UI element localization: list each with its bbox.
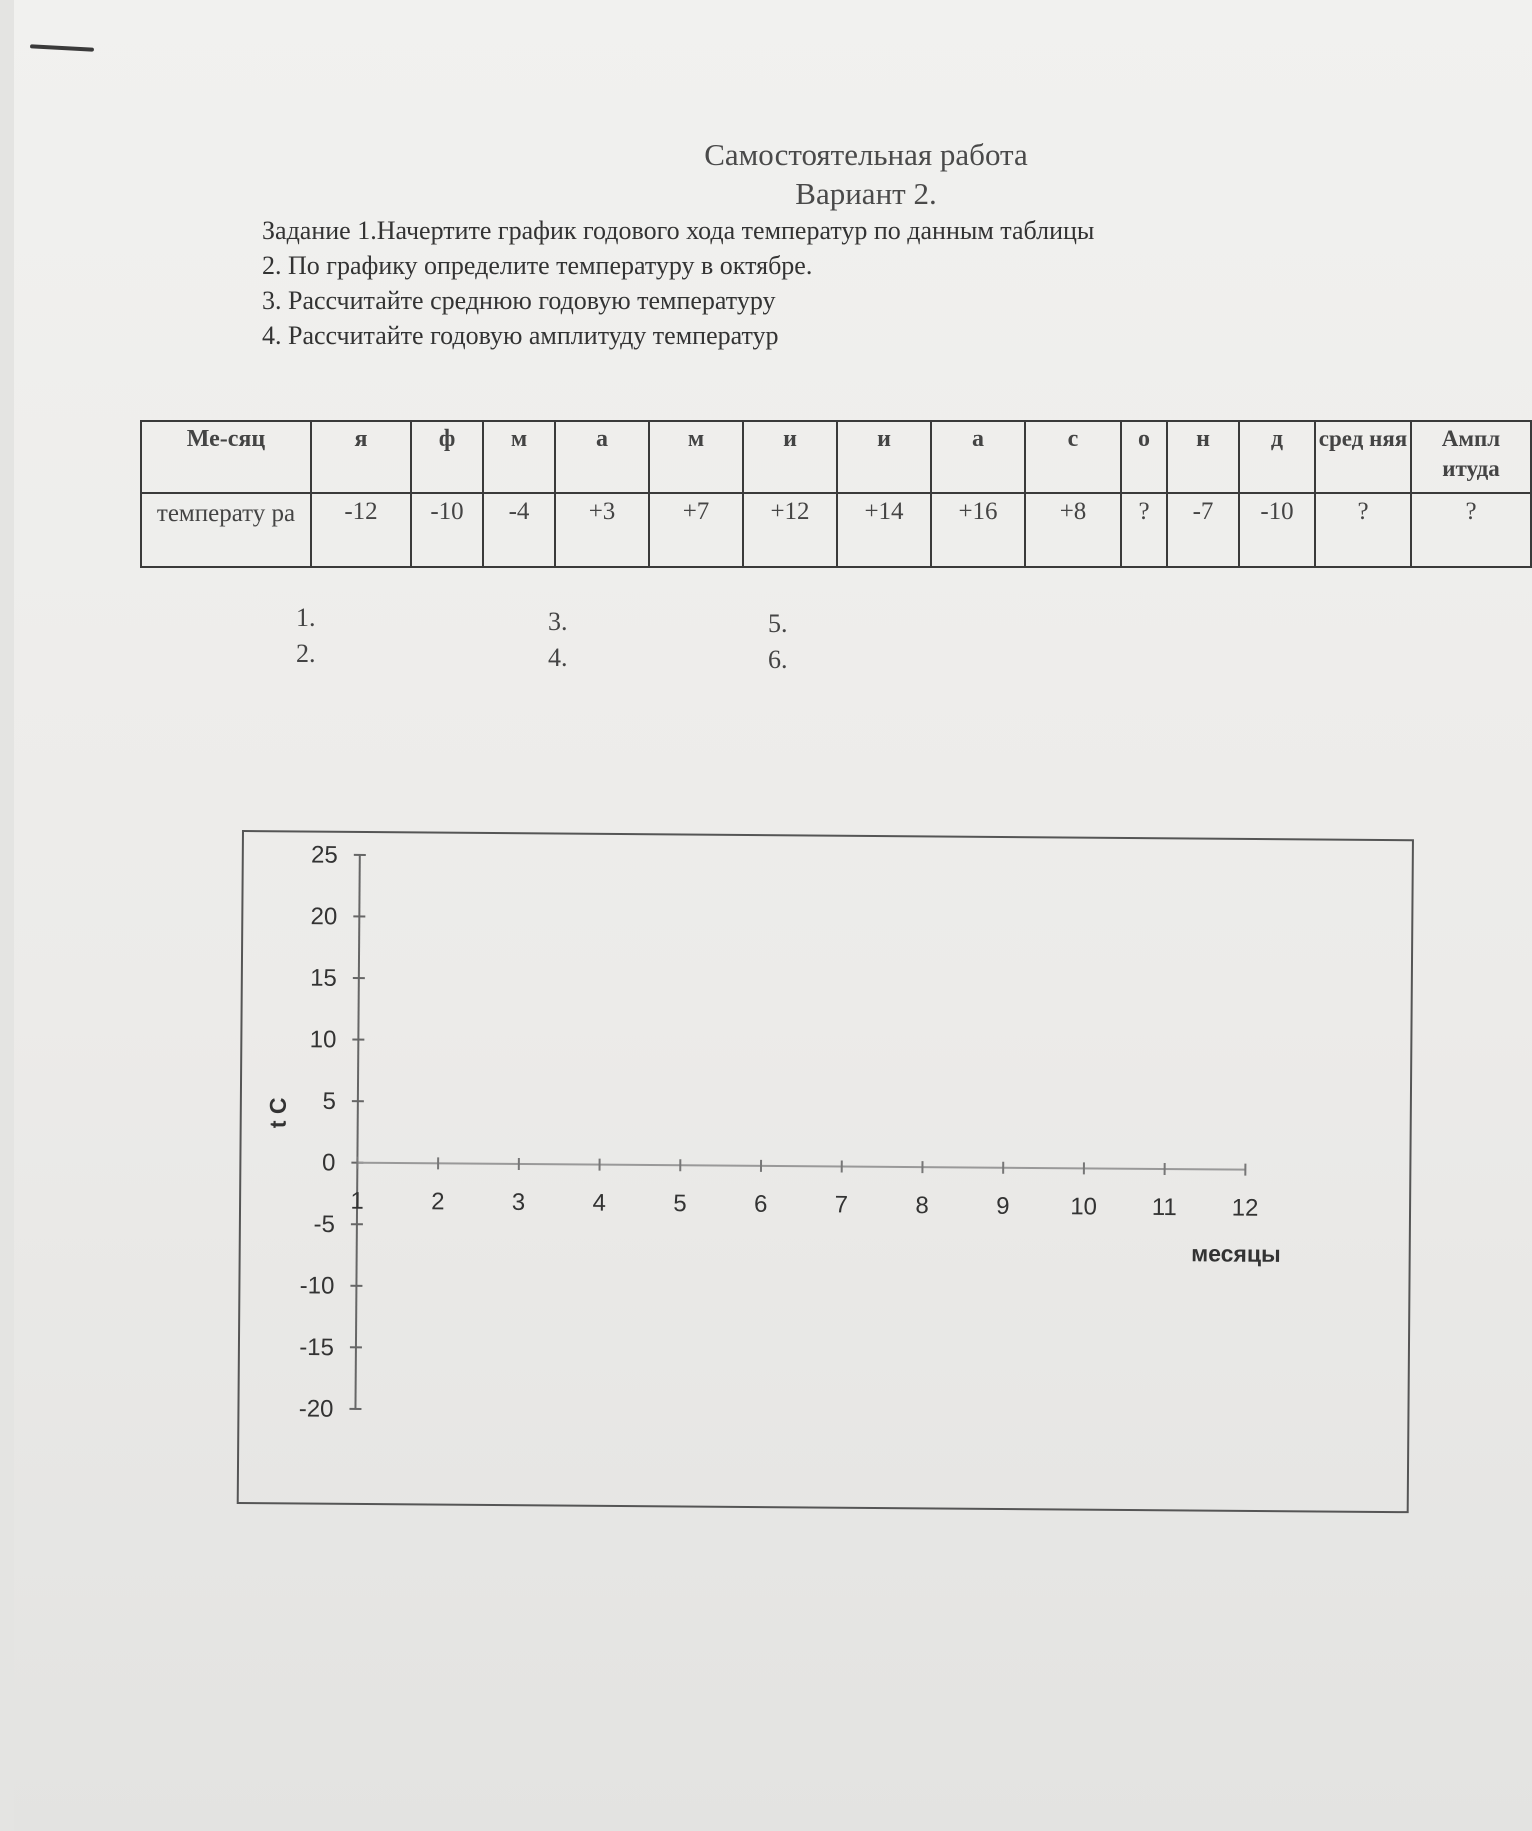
y-tick-label: 15 bbox=[310, 964, 337, 992]
y-tick-label: -20 bbox=[298, 1395, 334, 1423]
task-item: 4. Рассчитайте годовую амплитуду температур bbox=[262, 321, 779, 350]
task-item: 2. По графику определите температуру в октябре. bbox=[262, 251, 813, 280]
month-cell: а bbox=[931, 421, 1025, 493]
month-cell: с bbox=[1025, 421, 1121, 493]
answer-column-2 bbox=[548, 604, 568, 676]
temperature-cell: +3 bbox=[555, 493, 649, 567]
answer-number: 6. bbox=[768, 645, 788, 674]
temperature-cell: +7 bbox=[649, 493, 743, 567]
temperature-cell: ? bbox=[1121, 493, 1167, 567]
temperature-cell: -10 bbox=[1239, 493, 1315, 567]
month-cell: д bbox=[1239, 421, 1315, 493]
month-cell: и bbox=[837, 421, 931, 493]
x-tick-label: 4 bbox=[592, 1189, 607, 1217]
x-tick-label: 3 bbox=[511, 1188, 526, 1217]
table-row bbox=[141, 493, 1531, 567]
month-cell: а bbox=[555, 421, 649, 493]
y-tick-label: 10 bbox=[309, 1026, 337, 1054]
answer-number: 3. bbox=[548, 607, 568, 636]
y-tick-label: 5 bbox=[322, 1087, 336, 1115]
y-tick-label: 0 bbox=[321, 1149, 336, 1177]
y-tick-label: 20 bbox=[310, 903, 338, 931]
average-value-cell: ? bbox=[1315, 493, 1411, 567]
x-axis bbox=[350, 1157, 1258, 1222]
chart-frame bbox=[237, 830, 1414, 1513]
month-cell: я bbox=[311, 421, 411, 493]
temperature-cell: +8 bbox=[1025, 493, 1121, 567]
y-tick-label: 25 bbox=[310, 841, 338, 869]
month-row-header: Ме-сяц bbox=[141, 421, 311, 493]
month-cell: н bbox=[1167, 421, 1239, 493]
x-tick-label: 12 bbox=[1231, 1194, 1259, 1222]
y-tick-label: -10 bbox=[299, 1272, 335, 1300]
x-tick-label: 8 bbox=[915, 1192, 929, 1220]
answer-number: 5. bbox=[768, 609, 788, 638]
x-tick-label: 6 bbox=[753, 1190, 768, 1218]
x-tick-label: 9 bbox=[996, 1192, 1010, 1220]
task-item: Задание 1.Начертите график годового хода температур по данным таблицы bbox=[262, 216, 1095, 245]
y-axis-line bbox=[355, 855, 359, 1409]
x-tick-label: 1 bbox=[350, 1187, 364, 1215]
x-tick-label: 11 bbox=[1151, 1193, 1177, 1222]
temperature-cell: +16 bbox=[931, 493, 1025, 567]
y-axis bbox=[299, 841, 366, 1422]
temperature-table bbox=[140, 420, 1532, 568]
x-tick-label: 10 bbox=[1070, 1193, 1098, 1221]
task-item: 3. Рассчитайте среднюю годовую температуру bbox=[262, 286, 776, 315]
month-cell: ф bbox=[411, 421, 483, 493]
page-title: Самостоятельная работа bbox=[704, 137, 1028, 172]
temperature-cell: +14 bbox=[837, 493, 931, 567]
answer-number: 1. bbox=[296, 603, 316, 632]
answer-number: 4. bbox=[548, 643, 568, 672]
temperature-cell: -4 bbox=[483, 493, 555, 567]
temperature-chart bbox=[239, 832, 1412, 1511]
x-axis-title: месяцы bbox=[1191, 1240, 1281, 1267]
x-tick-label: 2 bbox=[431, 1188, 445, 1216]
month-cell: и bbox=[743, 421, 837, 493]
x-tick-label: 5 bbox=[673, 1190, 687, 1218]
answer-number: 2. bbox=[296, 639, 316, 668]
y-axis-title: t C bbox=[264, 1097, 291, 1129]
x-tick-label: 7 bbox=[834, 1191, 849, 1219]
amplitude-value-cell: ? bbox=[1411, 493, 1531, 567]
y-tick-label: -5 bbox=[313, 1210, 336, 1239]
month-cell: о bbox=[1121, 421, 1167, 493]
average-header: сред няя bbox=[1315, 421, 1411, 493]
month-cell: м bbox=[649, 421, 743, 493]
answer-column-3 bbox=[768, 606, 788, 678]
temperature-cell: -10 bbox=[411, 493, 483, 567]
task-list bbox=[262, 213, 1094, 353]
amplitude-header: Ампл итуда bbox=[1411, 421, 1531, 493]
temperature-cell: -7 bbox=[1167, 493, 1239, 567]
y-tick-label: -15 bbox=[299, 1333, 335, 1362]
x-axis-line bbox=[357, 1163, 1245, 1170]
table-header-row bbox=[141, 421, 1531, 493]
temperature-cell: -12 bbox=[311, 493, 411, 567]
temperature-cell: +12 bbox=[743, 493, 837, 567]
temperature-row-label: температу ра bbox=[141, 493, 311, 567]
variant-title: Вариант 2. bbox=[795, 176, 937, 211]
month-cell: м bbox=[483, 421, 555, 493]
answer-column-1 bbox=[296, 600, 316, 672]
